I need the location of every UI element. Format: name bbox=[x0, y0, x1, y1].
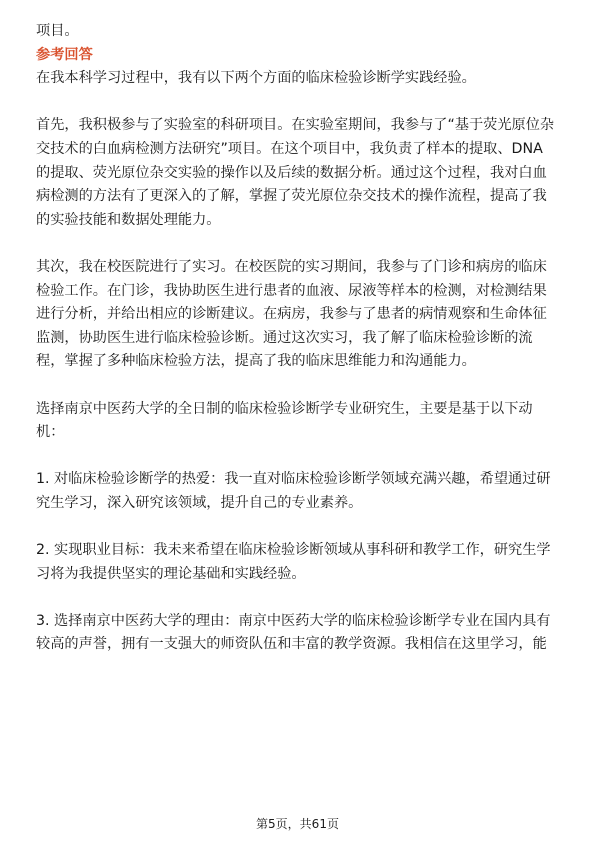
answer-heading: 参考回答 bbox=[36, 46, 93, 63]
list-item-3-line: 3. 选择南京中医药大学的理由：南京中医药大学的临床检验诊断学专业在国内具有 bbox=[36, 612, 551, 629]
previous-section-tail: 项目。 bbox=[36, 23, 79, 39]
list-item-2-line: 2. 实现职业目标：我未来希望在临床检验诊断领域从事科研和教学工作，研究生学 bbox=[36, 542, 551, 559]
paragraph-lab-line: 首先，我积极参与了实验室的科研项目。在实验室期间，我参与了“基于荧光原位杂 bbox=[36, 117, 555, 134]
paragraph-internship-line: 程，掌握了多种临床检验方法，提高了我的临床思维能力和沟通能力。 bbox=[36, 353, 476, 370]
list-item-3-line: 较高的声誉，拥有一支强大的师资队伍和丰富的教学资源。我相信在这里学习，能 bbox=[36, 636, 547, 653]
paragraph-internship-line: 检验工作。在门诊，我协助医生进行患者的血液、尿液等样本的检测，对检测结果 bbox=[36, 282, 547, 299]
paragraph-motivation-line: 选择南京中医药大学的全日制的临床检验诊断学专业研究生，主要是基于以下动 bbox=[36, 400, 533, 417]
paragraph-internship-line: 其次，我在校医院进行了实习。在校医院的实习期间，我参与了门诊和病房的临床 bbox=[36, 258, 547, 275]
paragraph-lab-line: 交技术的白血病检测方法研究”项目。在这个项目中，我负责了样本的提取、DNA bbox=[36, 140, 543, 157]
paragraph-intro-line: 在我本科学习过程中，我有以下两个方面的临床检验诊断学实践经验。 bbox=[36, 70, 476, 87]
list-item-1-line: 1. 对临床检验诊断学的热爱：我一直对临床检验诊断学领域充满兴趣，希望通过研 bbox=[36, 471, 551, 488]
paragraph-lab-line: 病检测的方法有了更深入的了解，掌握了荧光原位杂交技术的操作流程，提高了我 bbox=[36, 188, 547, 205]
document-body bbox=[36, 20, 560, 657]
paragraph-lab-line: 的实验技能和数据处理能力。 bbox=[36, 211, 221, 228]
paragraph-internship-line: 进行分析，并给出相应的诊断建议。在病房，我参与了患者的病情观察和生命体征 bbox=[36, 306, 547, 323]
paragraph-motivation-line: 机： bbox=[36, 424, 65, 441]
list-item-2-line: 习将为我提供坚实的理论基础和实践经验。 bbox=[36, 565, 306, 582]
paragraph-internship-line: 监测，协助医生进行临床检验诊断。通过这次实习，我了解了临床检验诊断的流 bbox=[36, 329, 533, 346]
page-number: 第5页，共61页 bbox=[256, 817, 339, 831]
list-item-1-line: 究生学习，深入研究该领域，提升自己的专业素养。 bbox=[36, 494, 363, 511]
paragraph-lab-line: 的提取、荧光原位杂交实验的操作以及后续的数据分析。通过这个过程，我对白血 bbox=[36, 164, 547, 181]
